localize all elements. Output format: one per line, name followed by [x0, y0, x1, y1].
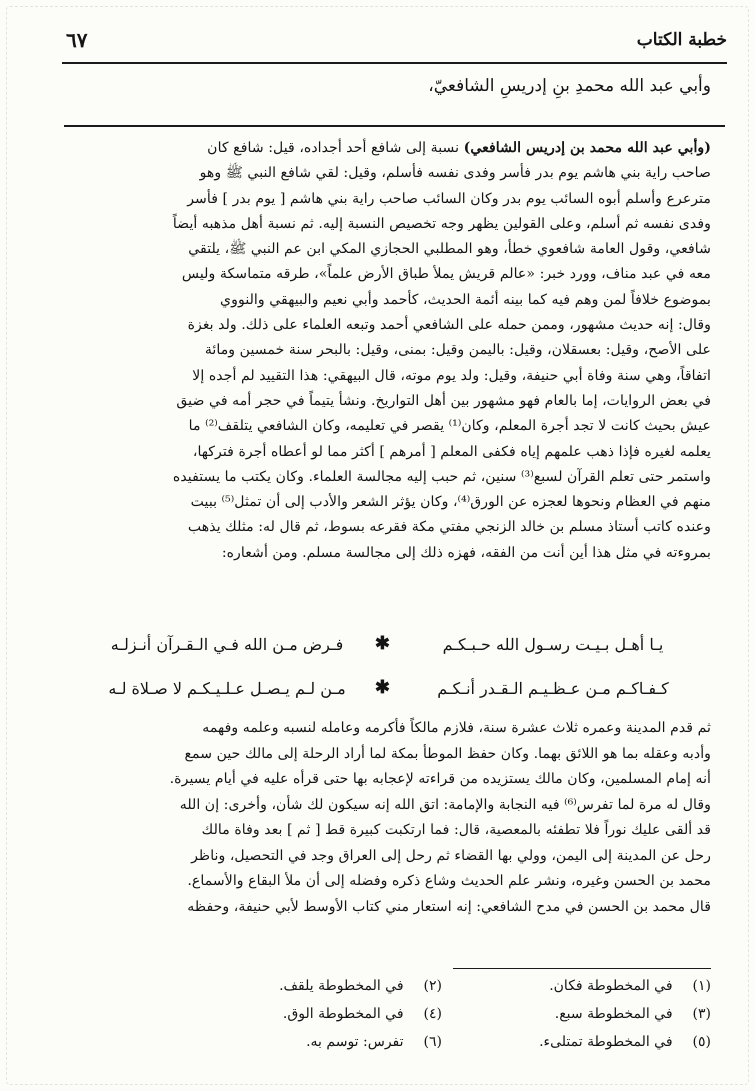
commentary-line: وقال: إنه حديث مشهور، وممن حمله على الشافعي أحمد وتبعه العلماء على ذلك. ولد بغزة: [187, 317, 711, 334]
commentary-line: محمد بن الحسن وغيره، ونشر علم الحديث وشاع ذكره وفضله إلى أن ملأ البقاع والأسماع.: [187, 873, 711, 889]
commentary-line: أنه إمام المسلمين، وكان مالك يستزيده من قراءته لإعجابه بها حتى قرأه عليه في أيام يسيرة.: [169, 771, 711, 787]
footnote-divider: [453, 968, 711, 969]
commentary-line: بموضوع خلافاً لمن وهم فيه كما بينه أئمة الحديث، كأحمد وأبي نعيم والبيهقي والنووي: [220, 291, 711, 308]
footnote: (٣) في المخطوطة سبع.: [554, 1006, 711, 1022]
footnote: (٦) تفرس: توسم به.: [306, 1034, 442, 1050]
poem-hemistich: فـرض مـن الله فـي الـقـرآن أنـزلـه: [110, 635, 344, 654]
poem-hemistich: كـفـاكـم مـن عـظـيـم الـقـدر أنـكـم: [437, 679, 669, 698]
commentary-line: قال محمد بن الحسن في مدح الشافعي: إنه استعار مني كتاب الأوسط لأبي حنيفة، وحفظه: [187, 898, 711, 915]
poem-verse: [62, 627, 711, 667]
commentary-line: معه في عبد مناف، وورد خبر: «عالم قريش يملأ طباق الأرض علماً»، طرقه متماسكة وليس: [181, 266, 711, 283]
footnote-row: [62, 978, 711, 1006]
commentary-line: على الأصح، وقيل: بعسقلان، وقيل: باليمن وقيل: بمنى، وقيل: بالبحر سنة خمسين ومائة: [204, 342, 711, 359]
main-text-divider: [64, 125, 725, 127]
footnote: (٢) في المخطوطة يلقف.: [279, 978, 442, 994]
commentary-line: صاحب راية بني هاشم يوم بدر فأسر وفدى نفسه فأسلم، وقيل: لقي شافع النبي ﷺ وهو: [199, 165, 711, 182]
commentary-line: واستمر حتى تعلم القرآن لسبع⁽³⁾ سنين، ثم حبب إليه مجالسة العلماء. وكان يكتب ما يستفيده: [172, 468, 711, 485]
commentary-line: (وأبي عبد الله محمد بن إدريس الشافعي) نسبة إلى شافع أحد أجداده، قيل: شافع كان: [207, 140, 711, 156]
commentary-line: ثم قدم المدينة وعمره ثلاث عشرة سنة، فلازم مالكاً فأكرمه وعامله لنسبه وعلمه وفهمه: [202, 720, 711, 736]
star-icon: ✱: [374, 677, 391, 698]
footnote: (٥) في المخطوطة تمتلىء.: [539, 1034, 711, 1050]
footnote: (٤) في المخطوطة الوق.: [282, 1006, 442, 1022]
footnotes: [62, 978, 711, 1062]
commentary-line: بمروءته في مثل هذا أين أنت من الفقه، فهزه ذلك إلى مجالسة مسلم. ومن أشعاره:: [221, 544, 711, 561]
page-header: [62, 28, 727, 64]
page-number: ٦٧: [66, 28, 88, 52]
commentary-continued: [62, 716, 711, 920]
footnote-row: [62, 1034, 711, 1062]
poem-hemistich: يـا أهـل بـيـت رسـول الله حـبـكـم: [442, 635, 664, 654]
main-text: وأبي عبد الله محمدِ بنِ إدريسِ الشافعيّ،: [428, 76, 711, 96]
commentary-line: اتفاقاً، وهي سنة وفاة أبي حنيفة، وقيل: ولد يوم موته، قال البيهقي: هذا التقييد لم أجده إلا: [192, 367, 711, 384]
poem-hemistich: مـن لـم يـصـل عـلـيـكـم لا صـلاة لـه: [108, 679, 346, 698]
commentary-line: قد ألقى عليك نوراً فلا تطفئه بالمعصية، قال: فما ارتكبت كبيرة قط [ ثم ] بعد وفاة مالك: [201, 822, 711, 838]
commentary-line: رحل عن المدينة إلى اليمن، وولي بها القضاء ثم رحل إلى العراق وجد في التحصيل، وناظر: [191, 847, 711, 864]
commentary-line: شافعي، وقول العامة شافعوي خطأ، وهو المطلبي الحجازي المكي ابن عم النبي ﷺ، يلتقي: [188, 241, 711, 258]
poem: [62, 627, 711, 715]
commentary-line: منهم في العظام ونحوها لعجزه عن الورق⁽⁴⁾، وكان يؤثر الشعر والأدب إلى أن تمثل⁽⁵⁾ ببيت: [190, 494, 711, 511]
footnote-row: [62, 1006, 711, 1034]
chapter-title: خطبة الكتاب: [636, 30, 727, 50]
poem-verse: [62, 671, 711, 711]
commentary-line: في بعض الروايات، إما بالعام فهو مشهور بين أهل التواريخ. ونشأ يتيماً في حجر أمه في ضيق: [176, 392, 711, 409]
commentary-line: وفدى نفسه ثم أسلم، وعلى القولين يظهر وجه تخصيص النسبة إليه. ثم نسبة أهل مذهبه أيضاً: [172, 215, 711, 232]
commentary-line: وأدبه وعقله بما هو اللائق بهما. وكان حفظ الموطأ بمكة لما أراد الرحلة إلى مالك حين سمع: [184, 745, 711, 762]
commentary-lead: (وأبي عبد الله محمد بن إدريس الشافعي): [463, 140, 711, 156]
commentary-line: وقال له مرة لما تفرس⁽⁶⁾ فيه النجابة والإمامة: اتق الله إنه سيكون لك شأن، وأخرى: إن الله: [179, 796, 711, 813]
footnote: (١) في المخطوطة فكان.: [549, 978, 711, 994]
commentary: [62, 136, 711, 566]
commentary-line: وعنده كاتب أستاذ مسلم بن خالد الزنجي مفتي مكة فقرعه بسوط، ثم قال له: مثلك يذهب: [187, 519, 711, 536]
commentary-line: عيش بحيث كانت لا تجد أجرة المعلم، وكان⁽¹⁾ يقصر في تعليمه، وكان الشافعي يتلقف⁽²⁾ ما: [188, 418, 711, 435]
star-icon: ✱: [374, 633, 391, 654]
commentary-line: يعلمه لغيره فإذا ذهب علمهم إياه فكفى المعلم [ أمرهم ] أكثر مما لو أعطاه أجرة فتركها،: [192, 443, 711, 460]
commentary-line: مترعرع وأسلم أبوه السائب يوم بدر وكان السائب صاحب راية بني هاشم [ يوم بدر ] فأسر: [187, 190, 711, 207]
